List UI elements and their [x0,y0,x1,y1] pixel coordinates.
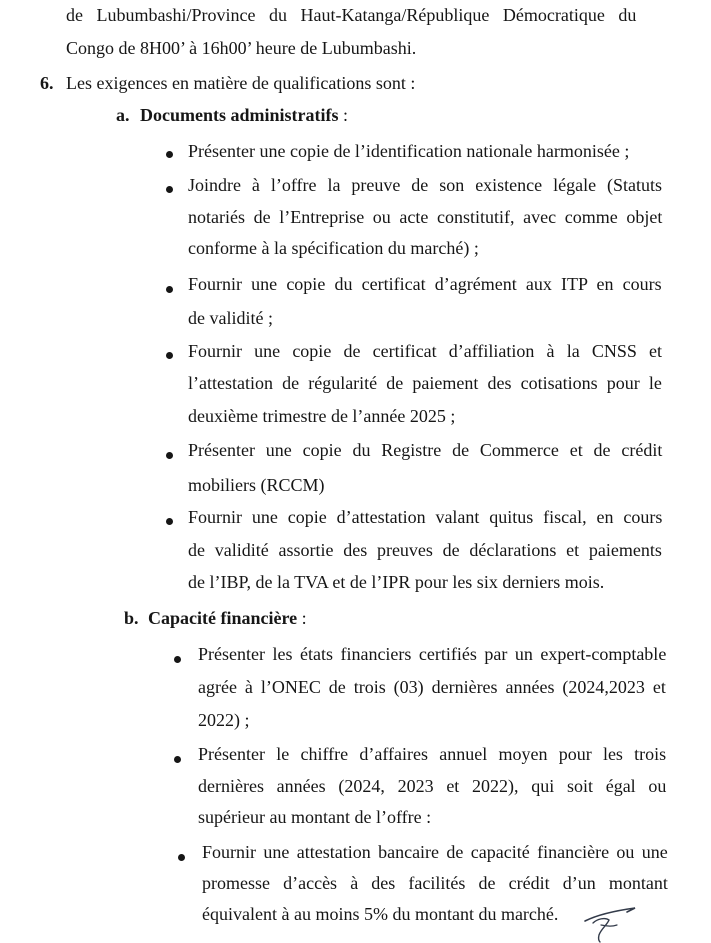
section-b-bullet-2-line-1: Présenter le chiffre d’affaires annuel moyen pour les trois [198,744,667,764]
section-a-bullet-2-line-3: conforme à la spécification du marché) ; [188,238,479,258]
bullet-marker [166,151,173,158]
handwritten-signature [583,905,643,943]
section-a-bullet-3-line-2: de validité ; [188,308,273,328]
section-b-bullet-2-line-2: dernières années (2024, 2023 et 2022), qui soit égal ou [198,776,667,796]
section-b-bullet-1-line-1: Présenter les états financiers certifiés par un expert-comptable [198,644,667,664]
section-b-bullet-3-line-2: promesse d’accès à des facilités de crédit d’un montant [202,873,668,893]
bullet-marker [166,452,173,459]
section-b-heading [148,609,307,629]
section-a-bullet-2-line-2: notariés de l’Entreprise ou acte constitutif, avec comme objet [188,207,663,227]
section-b-bullet-3-line-3: équivalent à au moins 5% du montant du marché. [202,904,559,924]
section-b-title-suffix: : [297,608,307,628]
item-number: 6. [40,73,54,93]
section-a-bullet-3-line-1: Fournir une copie du certificat d’agrément aux ITP en cours [188,274,662,294]
section-a-title-suffix: : [338,105,349,125]
bullet-marker [178,854,185,861]
bullet-marker [166,286,173,293]
section-a-bullet-5-line-2: mobiliers (RCCM) [188,475,325,495]
section-a-bullet-6-line-2: de validité assortie des preuves de déclarations et paiements [188,540,662,560]
section-b-bullet-1-line-3: 2022) ; [198,710,250,730]
section-a-bullet-5-line-1: Présenter une copie du Registre de Commerce et de crédit [188,440,663,460]
section-b-bullet-2-line-3: supérieur au montant de l’offre : [198,807,432,827]
section-b-title: Capacité financière [148,608,298,628]
section-a-bullet-4-line-2: l’attestation de régularité de paiement des cotisations pour le [188,373,662,393]
section-b-bullet-1-line-2: agrée à l’ONEC de trois (03) dernières années (2024,2023 et [198,677,666,697]
bullet-marker [166,518,173,525]
bullet-marker [166,186,173,193]
section-a-title: Documents administratifs [140,105,339,125]
section-a-bullet-6-line-1: Fournir une copie d’attestation valant quitus fiscal, en cours [188,507,663,527]
section-a-bullet-1-line-1: Présenter une copie de l’identification nationale harmonisée ; [188,141,630,161]
section-a-letter: a. [116,105,130,125]
section-a-bullet-6-line-3: de l’IBP, de la TVA et de l’IPR pour les six derniers mois. [188,572,605,592]
section-b-bullet-3-line-1: Fournir une attestation bancaire de capacité financière ou une [202,842,668,862]
section-a-heading [140,106,348,126]
bullet-marker [174,656,181,663]
section-b-letter: b. [124,608,139,628]
section-a-bullet-2-line-1: Joindre à l’offre la preuve de son existence légale (Statuts [188,175,663,195]
section-a-bullet-4-line-3: deuxième trimestre de l’année 2025 ; [188,406,456,426]
item-heading: Les exigences en matière de qualifications sont : [66,73,416,93]
bullet-marker [166,352,173,359]
intro-line-2: Congo de 8H00’ à 16h00’ heure de Lubumbashi. [66,38,417,58]
section-a-bullet-4-line-1: Fournir une copie de certificat d’affiliation à la CNSS et [188,341,663,361]
bullet-marker [174,756,181,763]
intro-line-1: de Lubumbashi/Province du Haut-Katanga/République Démocratique du [66,5,637,25]
